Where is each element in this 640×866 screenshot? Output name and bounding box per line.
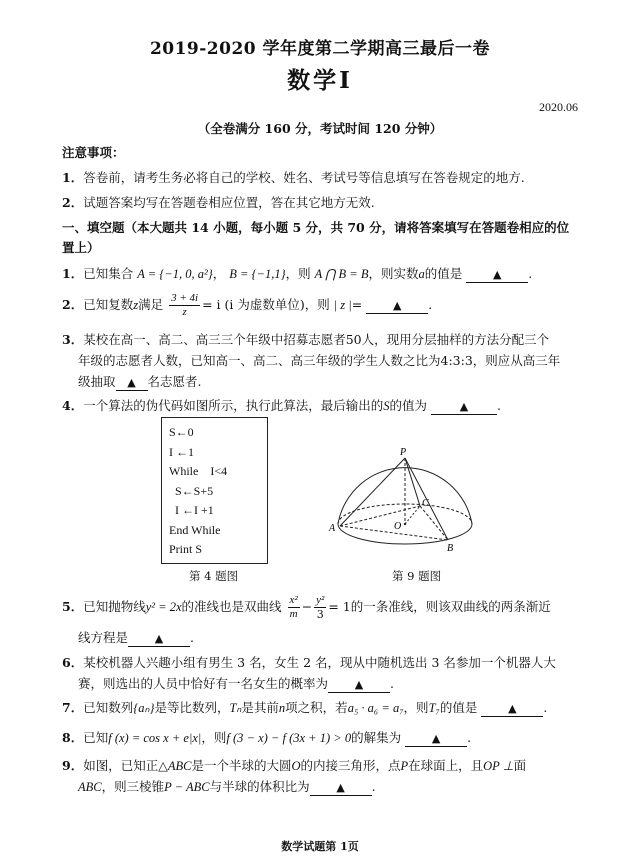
label-o: O bbox=[394, 521, 402, 532]
notes-heading: 注意事项： bbox=[62, 145, 125, 160]
note-text: 试题答案均写在答题卷相应位置，答在其它地方无效. bbox=[83, 195, 375, 210]
answer-blank[interactable]: ▲ bbox=[310, 781, 372, 796]
label-p: P bbox=[400, 447, 407, 458]
edge-cb bbox=[420, 506, 448, 540]
code-line: S←S+5 bbox=[169, 483, 214, 498]
fraction: $\frac{\text{x²}}{m}$ bbox=[289, 594, 298, 620]
edge-ac bbox=[340, 506, 420, 526]
question-number: 4． bbox=[62, 398, 84, 413]
question-4: 4．一个算法的伪代码如图所示，执行此算法，最后输出的S的值为 ▲ . bbox=[62, 398, 501, 413]
code-line: I ←I +1 bbox=[169, 503, 214, 517]
edge-pa bbox=[340, 458, 405, 526]
note-item-2 bbox=[62, 193, 375, 213]
question-8: 8．已知f (x) = cos x + e|x|，则f (3 − x) − f (3x + 1) > 0的解集为 ▲ . bbox=[62, 730, 472, 745]
note-text: 答卷前，请考生务必将自己的学校、姓名、考试号等信息填写在答卷规定的地方. bbox=[83, 170, 525, 185]
code-line: I ←1 bbox=[169, 444, 194, 459]
section-heading-line1: 一、填空题（本大题共 14 小题，每小题 5 分，共 70 分，请将答案填写在答题卷相应的位 bbox=[62, 220, 570, 235]
exam-date: 2020.06 bbox=[539, 100, 578, 114]
question-number: 1． bbox=[62, 266, 84, 281]
page-footer: 数学试题第 1页 bbox=[281, 840, 359, 853]
question-9-line2: ABC，则三棱锥P − ABC与半球的体积比为 ▲ . bbox=[78, 779, 376, 794]
exam-info: （全卷满分 160 分，考试时间 120 分钟） bbox=[197, 121, 443, 136]
answer-blank[interactable]: ▲ bbox=[431, 400, 497, 415]
set-b: B = {−1,1} bbox=[229, 267, 286, 281]
question-number: 2． bbox=[62, 297, 84, 312]
question-6: 6．某校机器人兴趣小组有男生 3 名，女生 2 名，现从中随机选出 3 名参加一个机器人大 bbox=[62, 655, 556, 670]
question-number: 6． bbox=[62, 655, 84, 670]
fraction: $\frac{\text{y²}}{3}$ bbox=[316, 594, 325, 621]
question-3: 3．某校在高一、高二、高三三个年级中招募志愿者50人，现用分层抽样的方法分配三个 bbox=[62, 332, 550, 347]
answer-blank[interactable]: ▲ bbox=[481, 702, 543, 717]
question-9: 9．如图，已知正△ABC是一个半球的大圆O的内接三角形，点P在球面上，且OP ⊥面 bbox=[62, 758, 527, 773]
section-heading-line2: 置上） bbox=[62, 240, 100, 255]
pseudocode-box bbox=[161, 417, 268, 564]
answer-blank[interactable]: ▲ bbox=[405, 732, 467, 747]
set-a: A = {−1, 0, a²} bbox=[137, 267, 213, 281]
note-number: 1． bbox=[62, 170, 84, 185]
question-7: 7．已知数列{aₙ}是等比数列，Tₙ是其前n项之积，若a₅ · a₆ = a₇，则T₇的值是 ▲ . bbox=[62, 700, 548, 715]
figure-4-caption: 第 4 题图 bbox=[189, 569, 239, 583]
hemisphere-figure bbox=[320, 446, 480, 558]
question-number: 3． bbox=[62, 332, 84, 347]
note-item-1 bbox=[62, 168, 525, 188]
question-5-line2: 线方程是 ▲ . bbox=[78, 630, 194, 645]
question-number: 5． bbox=[62, 599, 84, 614]
question-1: 1．已知集合 A = {−1, 0, a²}， B = {−1,1}，则 A ⋂ B = B，则实数a的值是 ▲ . bbox=[62, 266, 533, 281]
code-line: S←0 bbox=[169, 425, 194, 439]
exam-title: 2019-2020 学年度第二学期高三最后一卷 bbox=[149, 39, 491, 59]
answer-blank[interactable]: ▲ bbox=[328, 678, 390, 693]
question-number: 7． bbox=[62, 700, 84, 715]
fraction: $\frac{3 + 4i}{z}$ bbox=[171, 292, 199, 318]
figure-9-caption: 第 9 题图 bbox=[392, 569, 442, 583]
label-a: A bbox=[329, 523, 336, 534]
question-number: 8． bbox=[62, 730, 84, 745]
code-line: While I<4 bbox=[169, 464, 228, 478]
answer-blank[interactable]: ▲ bbox=[128, 632, 190, 647]
question-3-line3: 级抽取 ▲ 名志愿者. bbox=[78, 374, 202, 389]
question-2: 2．已知复数z满足 $\frac{3 + 4i}{z}$ = i (i 为虚数单位)，则 | z |= ▲ . bbox=[62, 292, 433, 318]
question-number: 9． bbox=[62, 758, 84, 773]
label-b: B bbox=[447, 543, 454, 554]
segment-oc bbox=[405, 506, 420, 524]
code-line: End While bbox=[169, 522, 221, 537]
answer-blank[interactable]: ▲ bbox=[466, 268, 528, 283]
answer-blank[interactable]: ▲ bbox=[366, 299, 428, 314]
label-c: C bbox=[422, 498, 429, 509]
code-line: Print S bbox=[169, 542, 203, 556]
answer-blank[interactable]: ▲ bbox=[116, 376, 148, 391]
subject-title: 数学Ⅰ bbox=[287, 67, 353, 94]
question-6-line2: 赛，则选出的人员中恰好有一名女生的概率为 ▲ . bbox=[78, 676, 394, 691]
note-number: 2． bbox=[62, 195, 84, 210]
question-3-line2: 年级的志愿者人数，已知高一、高二、高三年级的学生人数之比为4:3:3，则应从高三年 bbox=[78, 353, 561, 368]
question-5: 5．已知抛物线y² = 2x的准线也是双曲线 $\frac{\text{x²}}{m}$ − $\frac{\text{y²}}{3}$ = 1的一条准线，则该双曲线的两条渐近 bbox=[62, 594, 551, 621]
